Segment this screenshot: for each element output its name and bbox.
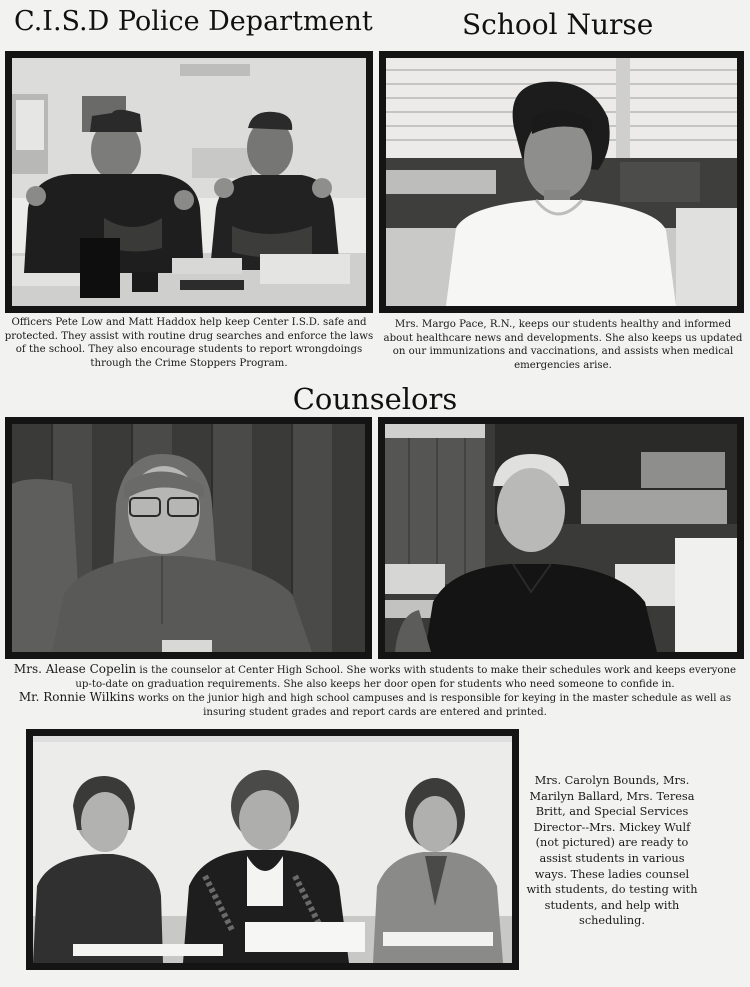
school-nurse-photo xyxy=(379,51,744,313)
wilkins-text: works on the junior high and high school campuses and is responsible for keying in the master schedule as well as insuring student grades and report cards are entered and printed. xyxy=(134,693,732,718)
copelin-caption xyxy=(6,663,744,691)
counselors-caption xyxy=(6,663,744,719)
counselors-heading: Counselors xyxy=(292,382,458,416)
police-department-heading: C.I.S.D Police Department xyxy=(14,6,373,37)
wilkins-name: Mr. Ronnie Wilkins xyxy=(18,690,135,705)
police-caption: Officers Pete Low and Matt Haddox help keep Center I.S.D. safe and protected. They assist with routine drug searches and enforce the laws of the school. They also encourage students to report wrongdoings through the Crime Stoppers Program. xyxy=(4,317,374,369)
copelin-name: Mrs. Alease Copelin xyxy=(13,662,137,676)
wilkins-caption xyxy=(6,691,744,719)
school-nurse-heading: School Nurse xyxy=(462,8,654,41)
counselor-wilkins-photo xyxy=(378,417,744,659)
police-officers-photo xyxy=(5,51,373,313)
counselor-copelin-photo xyxy=(5,417,372,659)
special-services-caption: Mrs. Carolyn Bounds, Mrs. Marilyn Ballard, Mrs. Teresa Britt, and Special Services Director--Mrs. Mickey Wulf (not pictured) are ready to assist students in various ways. These ladies counsel with students, do testing with students, and help with scheduling. xyxy=(526,774,698,928)
nurse-caption: Mrs. Margo Pace, R.N., keeps our students healthy and informed about healthcare news and developments. She also keeps us updated on our immunizations and vaccinations, and assists when medical emergencies arise. xyxy=(383,319,743,371)
copelin-text: is the counselor at Center High School. She works with students to make their schedules work and keeps everyone up-to-date on graduation requirements. She also keeps her door open for students who need someone to confide in. xyxy=(75,665,737,690)
special-services-staff-photo xyxy=(26,729,519,970)
